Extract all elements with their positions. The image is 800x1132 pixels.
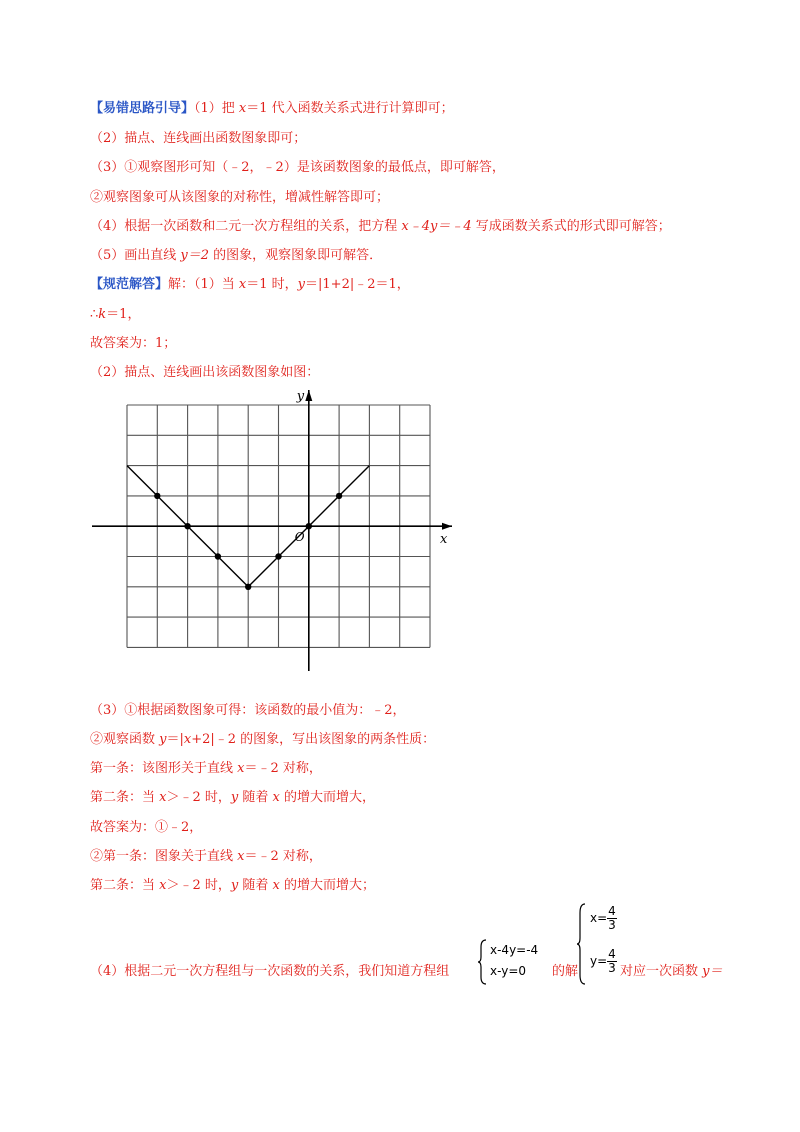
answer-tag: 【规范解答】	[90, 277, 169, 292]
answer-line-2: ∴k＝1，	[90, 307, 141, 322]
answer-line-4: （2）描点、连线画出该函数图象如图：	[90, 365, 320, 380]
answer-line-6: ②观察函数 y＝|x+2|﹣2 的图象，写出该图象的两条性质：	[90, 732, 436, 747]
answer-line-1: 【规范解答】解：（1）当 x＝1 时，y＝|1+2|﹣2＝1，	[90, 277, 410, 292]
answer-line-11: 第二条：当 x＞﹣2 时，y 随着 x 的增大而增大；	[90, 878, 375, 893]
answer-line-9: 故答案为：①﹣2，	[90, 820, 203, 835]
data-point	[215, 553, 221, 559]
answer-line-8: 第二条：当 x＞﹣2 时，y 随着 x 的增大而增大，	[90, 790, 375, 805]
guide-line-5: （4）根据一次函数和二元一次方程组的关系，把方程 x﹣4y＝﹣4 写成函数关系式的形式即可解答；	[90, 219, 671, 234]
x-axis-arrow	[442, 523, 452, 530]
solution-y: y= $\frac{4}{3}$	[590, 947, 616, 975]
answer-line-3: 故答案为：1；	[90, 336, 177, 351]
axes	[92, 390, 452, 671]
guide-line-3: （3）①观察图形可知（﹣2，﹣2）是该函数图象的最低点，即可解答，	[90, 160, 505, 175]
system-brace	[478, 939, 488, 985]
guide-line-6: （5）画出直线 y＝2 的图象，观察图象即可解答．	[90, 248, 383, 263]
origin-label: O	[294, 530, 305, 545]
answer-line-7: 第一条：该图形关于直线 x＝﹣2 对称，	[90, 761, 322, 776]
answer-line-5: （3）①根据函数图象可得：该函数的最小值为：﹣2，	[90, 703, 406, 718]
data-point	[336, 493, 342, 499]
data-point	[184, 523, 190, 529]
answer-line-12-b: 的解	[552, 964, 579, 979]
answer-line-12-a: （4）根据二元一次方程组与一次函数的关系，我们知道方程组	[90, 964, 450, 979]
solution-x-fraction: $\frac{4}{3}$	[608, 904, 616, 932]
data-point	[154, 493, 160, 499]
solution-x: x= $\frac{4}{3}$	[590, 904, 616, 932]
axis-labels	[295, 389, 448, 547]
data-point	[245, 584, 251, 590]
solution-brace	[577, 903, 587, 985]
guide-line-2: （2）描点、连线画出函数图象即可；	[90, 131, 307, 146]
guide-line-4: ②观察图象可从该图象的对称性，增减性解答即可；	[90, 190, 390, 205]
x-axis-label: x	[440, 532, 448, 548]
solution-y-fraction: $\frac{4}{3}$	[608, 947, 616, 975]
y-axis-arrow	[305, 390, 312, 401]
answer-line-12-c: 对应一次函数 y＝	[620, 964, 723, 979]
system-eq2: x-y=0	[490, 964, 527, 978]
answer-line-10: ②第一条：图象关于直线 x＝﹣2 对称，	[90, 849, 322, 864]
system-eq1: x-4y=-4	[490, 943, 539, 957]
data-point	[306, 523, 312, 529]
guide-tag: 【易错思路引导】	[90, 101, 195, 116]
function-graph	[90, 388, 460, 673]
guide-line-1: 【易错思路引导】（1）把 x＝1 代入函数关系式进行计算即可；	[90, 101, 454, 116]
y-axis-label: y	[296, 389, 305, 404]
data-point	[275, 553, 281, 559]
